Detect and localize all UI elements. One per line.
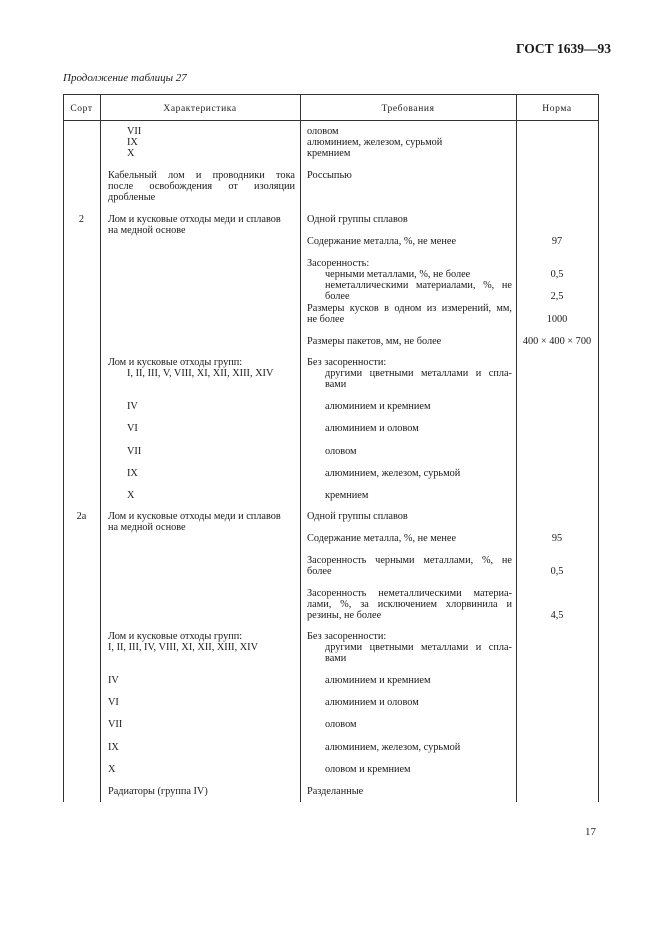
grade-label: VI bbox=[127, 423, 138, 434]
requirement-text: Россыпью bbox=[307, 170, 352, 181]
page-number: 17 bbox=[585, 826, 596, 838]
characteristic-text: Лом и кусковые отходы меди и сплавов bbox=[108, 511, 281, 522]
sort-number: 2а bbox=[76, 511, 87, 522]
characteristic-text: дробленые bbox=[108, 192, 156, 203]
column-header-sort: Сорт bbox=[70, 104, 93, 114]
requirement-text: Засоренность черными металлами, %, не bbox=[307, 555, 512, 566]
requirement-text: более bbox=[325, 291, 350, 302]
table-left-border bbox=[63, 94, 64, 802]
column-header-characteristic: Характеристика bbox=[163, 104, 237, 114]
requirement-text: более bbox=[307, 566, 332, 577]
column-divider bbox=[300, 94, 301, 802]
characteristic-text: после освобождения от изоляции bbox=[108, 181, 295, 192]
table-continuation-caption: Продолжение таблицы 27 bbox=[63, 72, 187, 84]
requirement-text: черными металлами, %, не более bbox=[325, 269, 471, 280]
requirement-text: Размеры пакетов, мм, не более bbox=[307, 336, 442, 347]
requirement-text: алюминием и кремнием bbox=[325, 675, 431, 686]
table-right-border bbox=[598, 94, 599, 802]
norm-value: 97 bbox=[551, 236, 563, 247]
table-header-bottom-border bbox=[63, 120, 599, 121]
grade-label: IX bbox=[127, 137, 138, 148]
requirement-text: алюминием, железом, сурьмой bbox=[325, 742, 461, 753]
document-standard-number: ГОСТ 1639—93 bbox=[516, 41, 612, 56]
column-header-requirements: Требования bbox=[381, 104, 435, 114]
requirement-text: вами bbox=[325, 379, 347, 390]
requirement-text: алюминием и кремнием bbox=[325, 401, 431, 412]
characteristic-text: I, II, III, IV, VIII, XI, XII, XIII, XIV bbox=[108, 642, 259, 653]
grade-label: VI bbox=[108, 697, 119, 708]
requirement-text: вами bbox=[325, 653, 347, 664]
requirement-text: не более bbox=[307, 314, 345, 325]
grade-label: X bbox=[127, 490, 135, 501]
characteristic-text: на медной основе bbox=[108, 225, 186, 236]
column-header-norm: Норма bbox=[542, 104, 572, 114]
norm-value: 2,5 bbox=[550, 291, 564, 302]
grade-label: X bbox=[108, 764, 116, 775]
requirement-text: Одной группы сплавов bbox=[307, 214, 408, 225]
requirement-text: другими цветными металлами и спла- bbox=[325, 642, 512, 653]
norm-value: 4,5 bbox=[550, 610, 564, 621]
norm-value: 0,5 bbox=[550, 566, 564, 577]
requirement-text: алюминием и оловом bbox=[325, 697, 419, 708]
requirement-text: Засоренность: bbox=[307, 258, 370, 269]
requirement-text: лами, %, за исключением хлорвинила и bbox=[307, 599, 512, 610]
characteristic-text: Лом и кусковые отходы групп: bbox=[108, 631, 243, 642]
requirement-text: Содержание металла, %, не менее bbox=[307, 236, 457, 247]
requirement-text: оловом bbox=[325, 446, 357, 457]
characteristic-text: I, II, III, V, VIII, XI, XII, XIII, XIV bbox=[127, 368, 274, 379]
sort-number: 2 bbox=[78, 214, 85, 225]
grade-label: IV bbox=[108, 675, 119, 686]
requirement-text: кремнием bbox=[307, 148, 351, 159]
grade-label: VII bbox=[127, 446, 142, 457]
grade-label: IV bbox=[127, 401, 138, 412]
column-divider bbox=[516, 94, 517, 802]
characteristic-text: Кабельный лом и проводники тока bbox=[108, 170, 295, 181]
norm-value: 0,5 bbox=[550, 269, 564, 280]
requirement-text: неметаллическими материалами, %, не bbox=[325, 280, 512, 291]
grade-label: VII bbox=[127, 126, 142, 137]
column-divider bbox=[100, 94, 101, 802]
grade-label: IX bbox=[108, 742, 119, 753]
grade-label: VII bbox=[108, 719, 123, 730]
characteristic-text: на медной основе bbox=[108, 522, 186, 533]
grade-label: X bbox=[127, 148, 135, 159]
requirement-text: алюминием, железом, сурьмой bbox=[307, 137, 443, 148]
norm-value: 95 bbox=[551, 533, 563, 544]
requirement-text: Без засоренности: bbox=[307, 357, 387, 368]
requirement-text: оловом и кремнием bbox=[325, 764, 411, 775]
requirement-text: алюминием и оловом bbox=[325, 423, 419, 434]
requirement-text: Размеры кусков в одном из измерений, мм, bbox=[307, 303, 512, 314]
requirement-text: кремнием bbox=[325, 490, 369, 501]
requirement-text: Разделанные bbox=[307, 786, 364, 797]
requirement-text: резины, не более bbox=[307, 610, 382, 621]
requirement-text: Одной группы сплавов bbox=[307, 511, 408, 522]
table-top-border bbox=[63, 94, 599, 95]
characteristic-text: Лом и кусковые отходы групп: bbox=[108, 357, 243, 368]
requirement-text: Засоренность неметаллическими материа- bbox=[307, 588, 512, 599]
characteristic-text: Радиаторы (группа IV) bbox=[108, 786, 208, 797]
norm-value: 400 × 400 × 700 bbox=[522, 336, 592, 347]
requirement-text: другими цветными металлами и спла- bbox=[325, 368, 512, 379]
grade-label: IX bbox=[127, 468, 138, 479]
requirement-text: оловом bbox=[307, 126, 339, 137]
requirement-text: Содержание металла, %, не менее bbox=[307, 533, 457, 544]
norm-value: 1000 bbox=[546, 314, 568, 325]
characteristic-text: Лом и кусковые отходы меди и сплавов bbox=[108, 214, 281, 225]
requirement-text: оловом bbox=[325, 719, 357, 730]
requirement-text: Без засоренности: bbox=[307, 631, 387, 642]
requirement-text: алюминием, железом, сурьмой bbox=[325, 468, 461, 479]
